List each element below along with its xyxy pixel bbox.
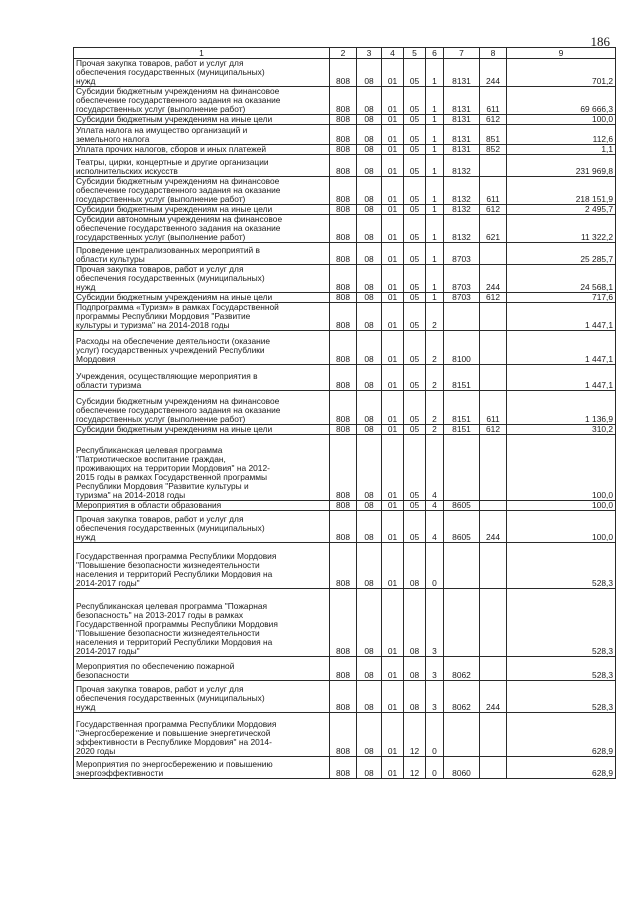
- code-cell: 808: [330, 205, 357, 215]
- code-cell: 4: [426, 435, 444, 501]
- code-cell: [444, 713, 480, 757]
- amount-cell: 100,0: [507, 435, 616, 501]
- code-cell: 08: [357, 155, 382, 177]
- code-cell: 808: [330, 265, 357, 293]
- code-cell: 808: [330, 589, 357, 657]
- code-cell: 05: [404, 425, 426, 435]
- code-cell: 8132: [444, 155, 480, 177]
- code-cell: 08: [404, 657, 426, 681]
- code-cell: 01: [382, 657, 404, 681]
- code-cell: [480, 155, 507, 177]
- table-row: [74, 125, 616, 145]
- code-cell: 8131: [444, 125, 480, 145]
- code-cell: 01: [382, 293, 404, 303]
- code-cell: 05: [404, 243, 426, 265]
- row-name-cell: Театры, цирки, концертные и другие организации исполнительских искусств: [74, 155, 330, 177]
- code-cell: 01: [382, 145, 404, 155]
- code-cell: 808: [330, 435, 357, 501]
- row-name-cell: Прочая закупка товаров, работ и услуг для обеспечения государственных (муниципальных) нужд: [74, 265, 330, 293]
- amount-cell: 628,9: [507, 713, 616, 757]
- code-cell: 12: [404, 713, 426, 757]
- table-row: [74, 681, 616, 713]
- code-cell: 8151: [444, 391, 480, 425]
- code-cell: 05: [404, 59, 426, 87]
- code-cell: 05: [404, 501, 426, 511]
- code-cell: 8060: [444, 757, 480, 779]
- code-cell: 08: [357, 391, 382, 425]
- table-row: [74, 265, 616, 293]
- code-cell: 05: [404, 265, 426, 293]
- code-cell: 8703: [444, 265, 480, 293]
- code-cell: 01: [382, 589, 404, 657]
- row-name-cell: Уплата налога на имущество организаций и земельного налога: [74, 125, 330, 145]
- code-cell: 08: [357, 205, 382, 215]
- code-cell: 4: [426, 501, 444, 511]
- code-cell: 808: [330, 243, 357, 265]
- column-header: 5: [404, 48, 426, 59]
- column-header: 8: [480, 48, 507, 59]
- code-cell: 4: [426, 511, 444, 543]
- amount-cell: 24 568,1: [507, 265, 616, 293]
- code-cell: 08: [357, 115, 382, 125]
- column-header: 7: [444, 48, 480, 59]
- code-cell: 808: [330, 425, 357, 435]
- code-cell: 1: [426, 155, 444, 177]
- code-cell: 05: [404, 125, 426, 145]
- code-cell: 8151: [444, 425, 480, 435]
- column-header: 2: [330, 48, 357, 59]
- table-row: [74, 115, 616, 125]
- row-name-cell: Подпрограмма «Туризм» в рамках Государственной программы Республики Мордовия "Развитие культуры и туризма" на 2014-2018 годы: [74, 303, 330, 331]
- code-cell: 2: [426, 303, 444, 331]
- code-cell: 2: [426, 425, 444, 435]
- code-cell: 01: [382, 87, 404, 115]
- code-cell: 01: [382, 303, 404, 331]
- code-cell: 01: [382, 435, 404, 501]
- code-cell: 05: [404, 87, 426, 115]
- code-cell: 8703: [444, 243, 480, 265]
- code-cell: 0: [426, 757, 444, 779]
- code-cell: 612: [480, 115, 507, 125]
- table-row: [74, 391, 616, 425]
- table-row: [74, 511, 616, 543]
- code-cell: [444, 303, 480, 331]
- code-cell: 01: [382, 365, 404, 391]
- code-cell: 01: [382, 265, 404, 293]
- column-header: 3: [357, 48, 382, 59]
- code-cell: 05: [404, 177, 426, 205]
- table-row: [74, 177, 616, 205]
- table-row: [74, 215, 616, 243]
- code-cell: [480, 303, 507, 331]
- code-cell: 05: [404, 331, 426, 365]
- code-cell: 08: [357, 145, 382, 155]
- code-cell: 1: [426, 215, 444, 243]
- amount-cell: 2 495,7: [507, 205, 616, 215]
- code-cell: 01: [382, 501, 404, 511]
- row-name-cell: Учреждения, осуществляющие мероприятия в области туризма: [74, 365, 330, 391]
- row-name-cell: Субсидии бюджетным учреждениям на финансовое обеспечение государственного задания на оказание государственных услуг (выполнение работ): [74, 87, 330, 115]
- code-cell: [444, 543, 480, 589]
- code-cell: 612: [480, 205, 507, 215]
- code-cell: 808: [330, 365, 357, 391]
- code-cell: 3: [426, 589, 444, 657]
- amount-cell: 717,6: [507, 293, 616, 303]
- table-row: [74, 501, 616, 511]
- row-name-cell: Мероприятия по энергосбережению и повышению энергоэффективности: [74, 757, 330, 779]
- table-row: [74, 713, 616, 757]
- code-cell: 08: [357, 511, 382, 543]
- code-cell: 1: [426, 265, 444, 293]
- column-header: 4: [382, 48, 404, 59]
- code-cell: 244: [480, 511, 507, 543]
- code-cell: 808: [330, 511, 357, 543]
- row-name-cell: Расходы на обеспечение деятельности (оказание услуг) государственных учреждений Республики Мордовия: [74, 331, 330, 365]
- code-cell: 05: [404, 303, 426, 331]
- code-cell: 08: [404, 543, 426, 589]
- amount-cell: 528,3: [507, 589, 616, 657]
- code-cell: [480, 501, 507, 511]
- code-cell: 8132: [444, 177, 480, 205]
- code-cell: 808: [330, 501, 357, 511]
- row-name-cell: Субсидии автономным учреждениям на финансовое обеспечение государственного задания на оказание государственных услуг (выполнение работ): [74, 215, 330, 243]
- table-row: [74, 155, 616, 177]
- code-cell: 08: [357, 435, 382, 501]
- code-cell: 808: [330, 293, 357, 303]
- table-row: [74, 59, 616, 87]
- code-cell: 808: [330, 155, 357, 177]
- row-name-cell: Субсидии бюджетным учреждениям на финансовое обеспечение государственного задания на оказание государственных услуг (выполнение работ): [74, 391, 330, 425]
- code-cell: 808: [330, 177, 357, 205]
- code-cell: 1: [426, 115, 444, 125]
- row-name-cell: Прочая закупка товаров, работ и услуг для обеспечения государственных (муниципальных) нужд: [74, 511, 330, 543]
- code-cell: 8151: [444, 365, 480, 391]
- table-header-row: [74, 48, 616, 59]
- row-name-cell: Государственная программа Республики Мордовия "Энергосбережение и повышение энергетической эффективности в Республике Мордовия" на 2014- 2020 годы: [74, 713, 330, 757]
- code-cell: 08: [404, 589, 426, 657]
- table-row: [74, 435, 616, 501]
- table-row: [74, 425, 616, 435]
- table-row: [74, 87, 616, 115]
- code-cell: 8605: [444, 501, 480, 511]
- code-cell: 3: [426, 657, 444, 681]
- code-cell: 8062: [444, 657, 480, 681]
- code-cell: 08: [357, 215, 382, 243]
- code-cell: 05: [404, 293, 426, 303]
- code-cell: 808: [330, 543, 357, 589]
- code-cell: 808: [330, 331, 357, 365]
- code-cell: 08: [357, 713, 382, 757]
- row-name-cell: Субсидии бюджетным учреждениям на иные цели: [74, 115, 330, 125]
- code-cell: [480, 589, 507, 657]
- code-cell: 808: [330, 59, 357, 87]
- code-cell: 01: [382, 243, 404, 265]
- code-cell: 08: [357, 265, 382, 293]
- amount-cell: 1,1: [507, 145, 616, 155]
- code-cell: 808: [330, 657, 357, 681]
- amount-cell: 528,3: [507, 543, 616, 589]
- code-cell: 8062: [444, 681, 480, 713]
- code-cell: 1: [426, 87, 444, 115]
- code-cell: [480, 543, 507, 589]
- amount-cell: 218 151,9: [507, 177, 616, 205]
- code-cell: 8605: [444, 511, 480, 543]
- code-cell: 8131: [444, 59, 480, 87]
- code-cell: 01: [382, 713, 404, 757]
- code-cell: 08: [357, 681, 382, 713]
- code-cell: 808: [330, 681, 357, 713]
- code-cell: 8131: [444, 87, 480, 115]
- code-cell: 08: [357, 243, 382, 265]
- code-cell: 01: [382, 205, 404, 215]
- code-cell: 08: [357, 425, 382, 435]
- code-cell: 05: [404, 115, 426, 125]
- code-cell: 8131: [444, 145, 480, 155]
- amount-cell: 100,0: [507, 501, 616, 511]
- amount-cell: 628,9: [507, 757, 616, 779]
- table-row: [74, 205, 616, 215]
- table-row: [74, 543, 616, 589]
- code-cell: 08: [357, 365, 382, 391]
- table-row: [74, 757, 616, 779]
- code-cell: 01: [382, 115, 404, 125]
- code-cell: 08: [357, 757, 382, 779]
- code-cell: [480, 331, 507, 365]
- code-cell: 1: [426, 125, 444, 145]
- code-cell: 05: [404, 205, 426, 215]
- row-name-cell: Прочая закупка товаров, работ и услуг для обеспечения государственных (муниципальных) нужд: [74, 681, 330, 713]
- code-cell: 2: [426, 391, 444, 425]
- row-name-cell: Субсидии бюджетным учреждениям на иные цели: [74, 293, 330, 303]
- code-cell: 05: [404, 391, 426, 425]
- code-cell: 08: [357, 501, 382, 511]
- code-cell: 08: [357, 543, 382, 589]
- code-cell: 852: [480, 145, 507, 155]
- code-cell: [480, 757, 507, 779]
- code-cell: 01: [382, 391, 404, 425]
- code-cell: 05: [404, 215, 426, 243]
- code-cell: 01: [382, 215, 404, 243]
- amount-cell: 1 136,9: [507, 391, 616, 425]
- code-cell: 808: [330, 391, 357, 425]
- table-row: [74, 293, 616, 303]
- code-cell: 01: [382, 681, 404, 713]
- row-name-cell: Субсидии бюджетным учреждениям на иные цели: [74, 205, 330, 215]
- row-name-cell: Республиканская целевая программа "Пожарная безопасность" на 2013-2017 годы в рамках Государственной программы Республики Мордовия "Повышение безопасности жизнедеятельности населения и территорий Республики Мордовия на 2014-2017 годы": [74, 589, 330, 657]
- column-header: 9: [507, 48, 616, 59]
- code-cell: 05: [404, 155, 426, 177]
- amount-cell: 528,3: [507, 681, 616, 713]
- table-row: [74, 303, 616, 331]
- code-cell: 08: [357, 125, 382, 145]
- budget-table: [73, 47, 616, 779]
- code-cell: 244: [480, 265, 507, 293]
- code-cell: 808: [330, 757, 357, 779]
- code-cell: 01: [382, 511, 404, 543]
- row-name-cell: Государственная программа Республики Мордовия "Повышение безопасности жизнедеятельности населения и территорий Республики Мордовия на 2014-2017 годы": [74, 543, 330, 589]
- code-cell: 05: [404, 145, 426, 155]
- code-cell: 808: [330, 87, 357, 115]
- code-cell: 0: [426, 713, 444, 757]
- page-number: 186: [590, 34, 610, 49]
- code-cell: 621: [480, 215, 507, 243]
- code-cell: 1: [426, 243, 444, 265]
- amount-cell: 69 666,3: [507, 87, 616, 115]
- code-cell: 8131: [444, 115, 480, 125]
- code-cell: [480, 713, 507, 757]
- code-cell: 611: [480, 391, 507, 425]
- code-cell: 612: [480, 293, 507, 303]
- code-cell: 01: [382, 59, 404, 87]
- row-name-cell: Прочая закупка товаров, работ и услуг для обеспечения государственных (муниципальных) нужд: [74, 59, 330, 87]
- code-cell: 808: [330, 115, 357, 125]
- row-name-cell: Проведение централизованных мероприятий в области культуры: [74, 243, 330, 265]
- code-cell: 1: [426, 59, 444, 87]
- code-cell: 8100: [444, 331, 480, 365]
- code-cell: 1: [426, 293, 444, 303]
- code-cell: 08: [357, 657, 382, 681]
- amount-cell: 310,2: [507, 425, 616, 435]
- table-body: [74, 59, 616, 779]
- code-cell: 611: [480, 87, 507, 115]
- code-cell: 08: [357, 293, 382, 303]
- code-cell: 808: [330, 125, 357, 145]
- code-cell: 01: [382, 543, 404, 589]
- amount-cell: 25 285,7: [507, 243, 616, 265]
- table-row: [74, 331, 616, 365]
- amount-cell: 1 447,1: [507, 365, 616, 391]
- code-cell: 1: [426, 145, 444, 155]
- code-cell: [480, 243, 507, 265]
- code-cell: 2: [426, 365, 444, 391]
- code-cell: [444, 435, 480, 501]
- code-cell: 851: [480, 125, 507, 145]
- code-cell: 612: [480, 425, 507, 435]
- row-name-cell: Мероприятия по обеспечению пожарной безопасности: [74, 657, 330, 681]
- row-name-cell: Мероприятия в области образования: [74, 501, 330, 511]
- column-header: 1: [74, 48, 330, 59]
- code-cell: 8703: [444, 293, 480, 303]
- code-cell: 1: [426, 205, 444, 215]
- code-cell: 12: [404, 757, 426, 779]
- row-name-cell: Республиканская целевая программа "Патриотическое воспитание граждан, проживающих на территории Мордовия" на 2012- 2015 годы в рамках Государственной программы Республики Мордовия "Развитие культуры и туризма" на 2014-2018 годы: [74, 435, 330, 501]
- row-name-cell: Субсидии бюджетным учреждениям на финансовое обеспечение государственного задания на оказание государственных услуг (выполнение работ): [74, 177, 330, 205]
- amount-cell: 11 322,2: [507, 215, 616, 243]
- code-cell: 808: [330, 713, 357, 757]
- amount-cell: 100,0: [507, 115, 616, 125]
- amount-cell: 231 969,8: [507, 155, 616, 177]
- code-cell: 05: [404, 511, 426, 543]
- code-cell: [480, 435, 507, 501]
- code-cell: 05: [404, 435, 426, 501]
- amount-cell: 701,2: [507, 59, 616, 87]
- code-cell: 01: [382, 331, 404, 365]
- code-cell: [480, 365, 507, 391]
- code-cell: 8132: [444, 215, 480, 243]
- code-cell: 01: [382, 155, 404, 177]
- code-cell: 808: [330, 215, 357, 243]
- code-cell: 244: [480, 681, 507, 713]
- code-cell: [444, 589, 480, 657]
- code-cell: [480, 657, 507, 681]
- code-cell: 3: [426, 681, 444, 713]
- amount-cell: 112,6: [507, 125, 616, 145]
- amount-cell: 100,0: [507, 511, 616, 543]
- code-cell: 01: [382, 425, 404, 435]
- code-cell: 01: [382, 757, 404, 779]
- column-header: 6: [426, 48, 444, 59]
- code-cell: 05: [404, 365, 426, 391]
- code-cell: 01: [382, 177, 404, 205]
- code-cell: 611: [480, 177, 507, 205]
- code-cell: 08: [357, 177, 382, 205]
- row-name-cell: Субсидии бюджетным учреждениям на иные цели: [74, 425, 330, 435]
- code-cell: 808: [330, 303, 357, 331]
- code-cell: 1: [426, 177, 444, 205]
- code-cell: 244: [480, 59, 507, 87]
- code-cell: 08: [357, 303, 382, 331]
- amount-cell: 528,3: [507, 657, 616, 681]
- amount-cell: 1 447,1: [507, 303, 616, 331]
- code-cell: 01: [382, 125, 404, 145]
- code-cell: 2: [426, 331, 444, 365]
- table-row: [74, 589, 616, 657]
- code-cell: 808: [330, 145, 357, 155]
- code-cell: 08: [357, 589, 382, 657]
- table-row: [74, 657, 616, 681]
- table-row: [74, 145, 616, 155]
- code-cell: 08: [357, 87, 382, 115]
- code-cell: 0: [426, 543, 444, 589]
- amount-cell: 1 447,1: [507, 331, 616, 365]
- code-cell: 08: [404, 681, 426, 713]
- code-cell: 08: [357, 331, 382, 365]
- code-cell: 08: [357, 59, 382, 87]
- table-row: [74, 243, 616, 265]
- table-row: [74, 365, 616, 391]
- code-cell: 8132: [444, 205, 480, 215]
- row-name-cell: Уплата прочих налогов, сборов и иных платежей: [74, 145, 330, 155]
